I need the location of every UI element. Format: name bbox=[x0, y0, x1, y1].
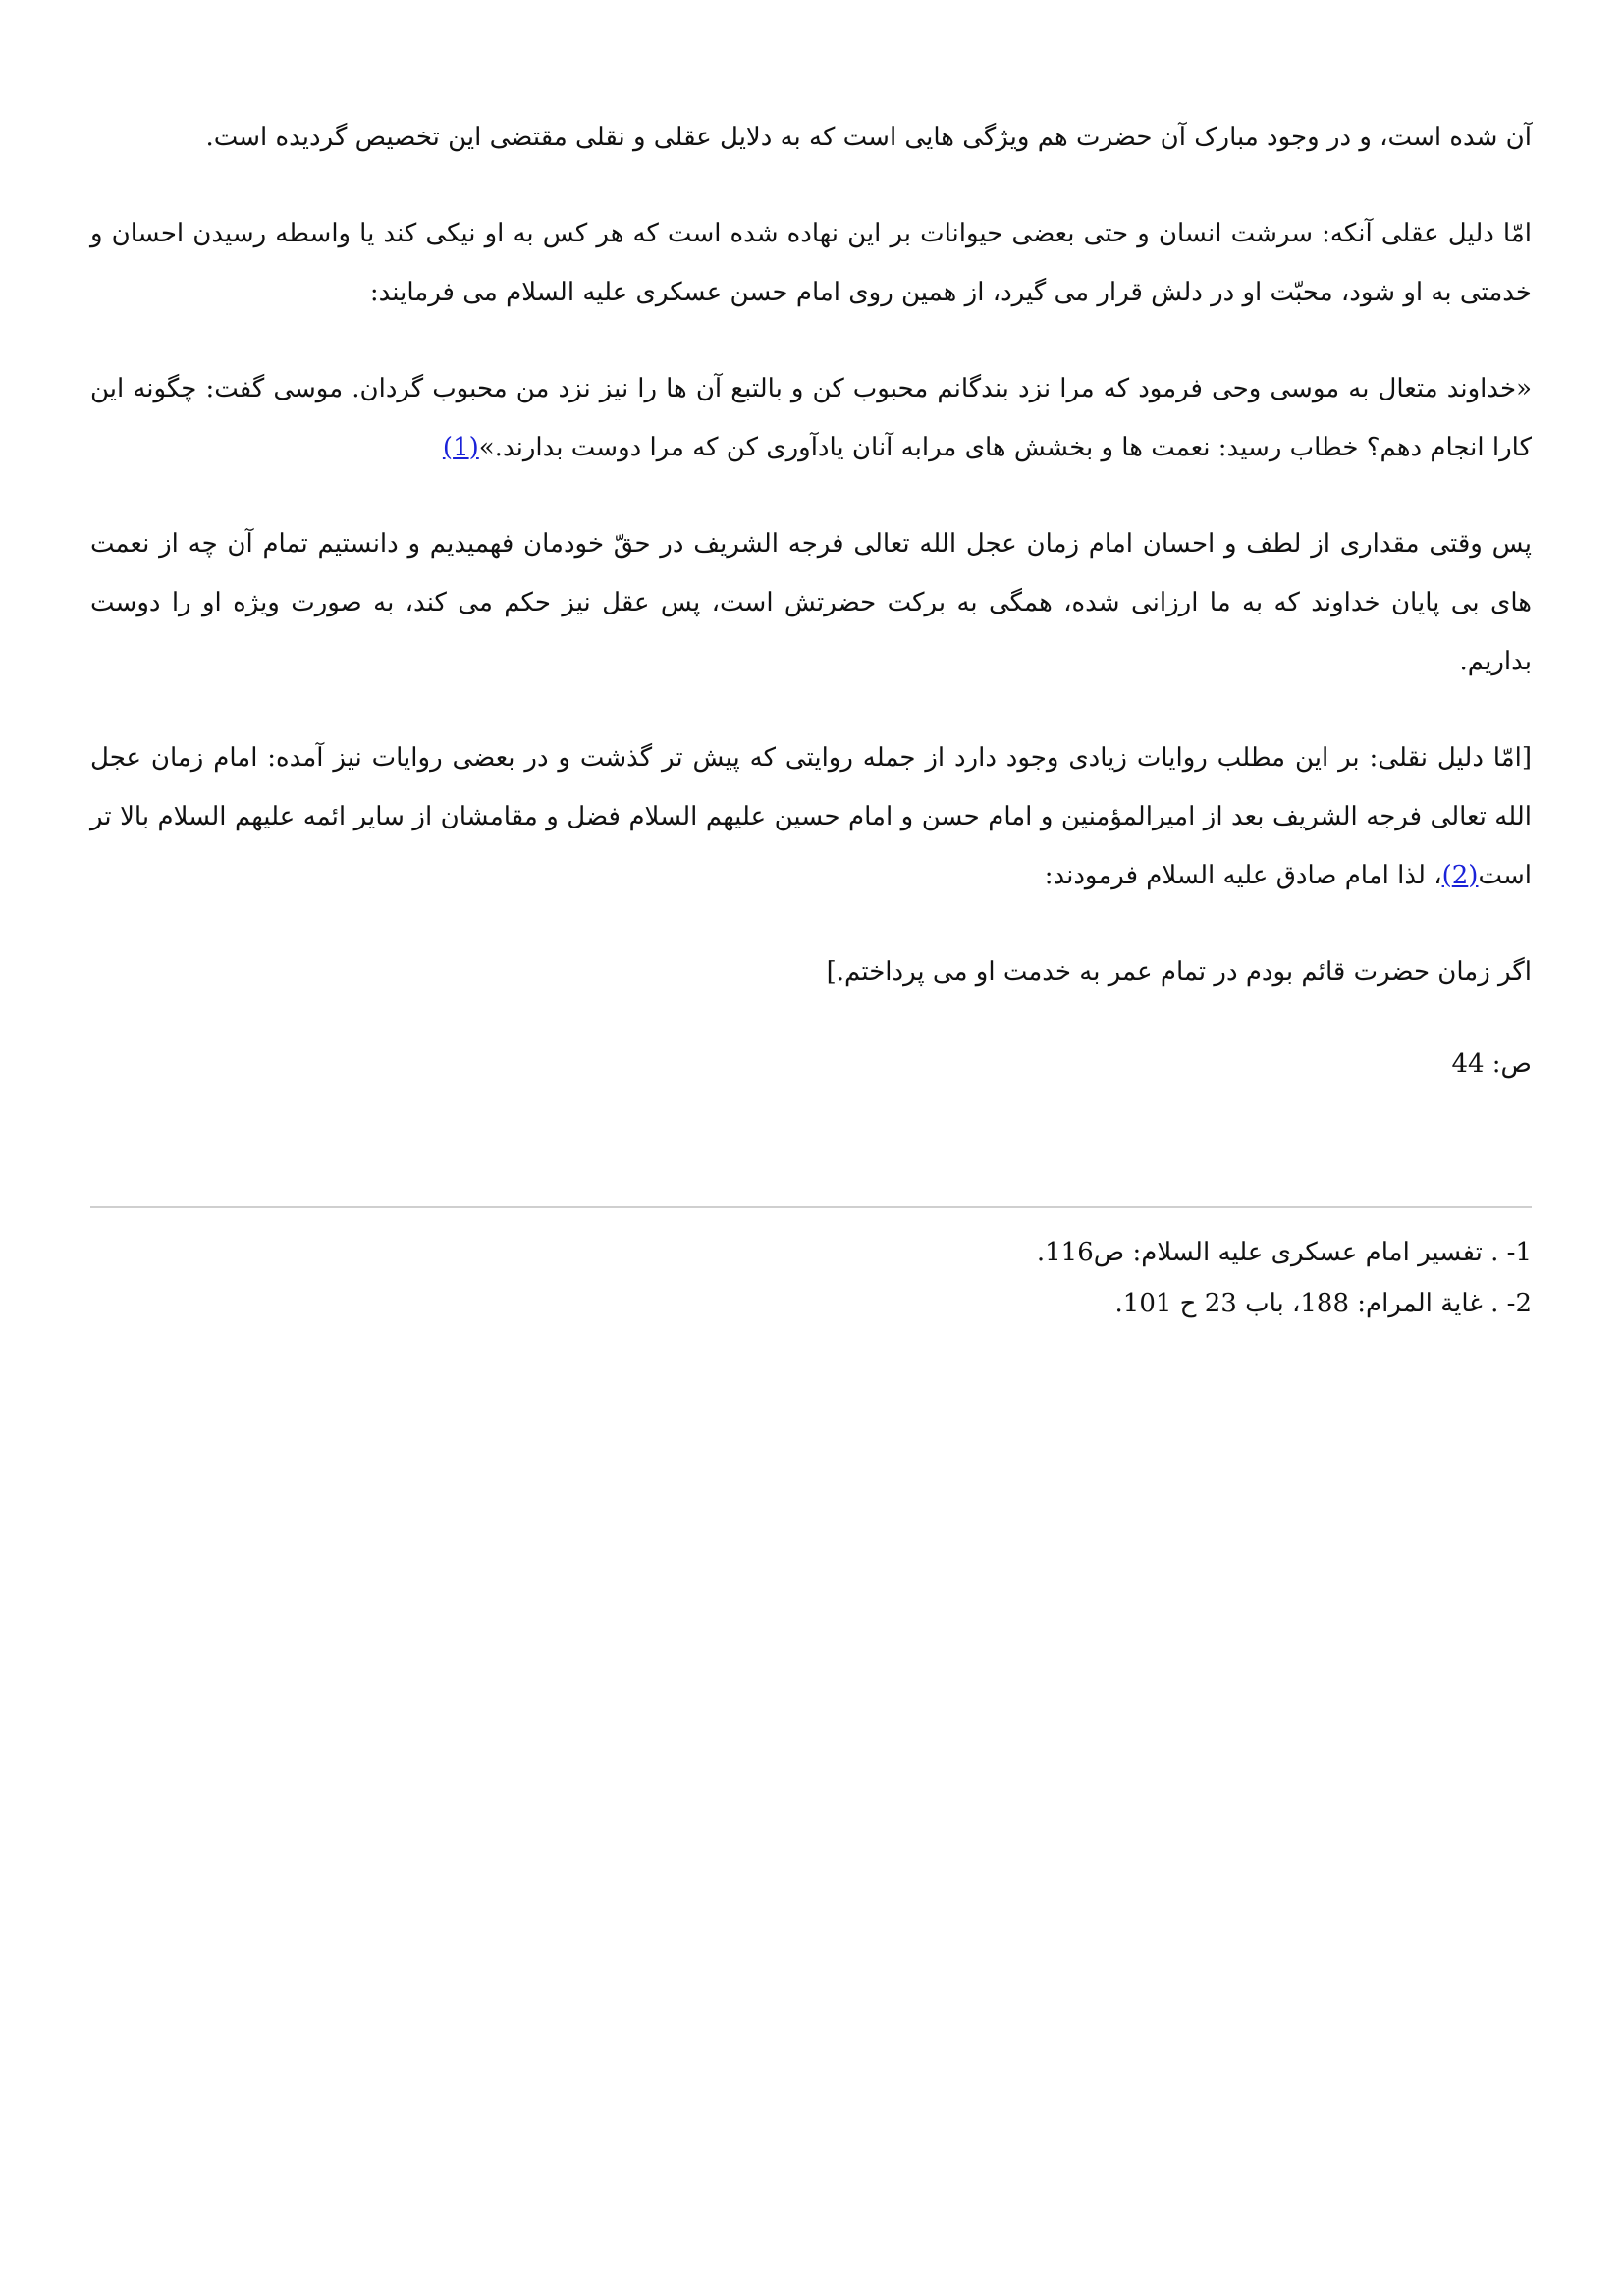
footnote-item bbox=[90, 1278, 1532, 1329]
footnote-item bbox=[90, 1227, 1532, 1278]
paragraph-text: آن شده است، و در وجود مبارک آن حضرت هم ویژگی هایی است که به دلایل عقلی و نقلی مقتضی این تخصیص گردیده است. bbox=[205, 123, 1532, 152]
paragraph-text: امّا دلیل عقلی آنکه: سرشت انسان و حتی بعضی حیوانات بر این نهاده شده است که هر کس به او نیکی کند یا واسطه رسیدن احسان و خدمتی به او شود، محبّت او در دلش قرار می گیرد، از همین روی امام حسن عسکری علیه السلام می فرمایند: bbox=[90, 219, 1532, 307]
paragraph-text: [امّا دلیل نقلی: بر این مطلب روایات زیادی وجود دارد از جمله روایتی که پیش تر گذشت و در بعضی روایات نیز آمده: امام زمان عجل الله تعالی فرجه الشریف بعد از امیرالمؤمنین و امام حسن و امام حسین علیهم السلام فضل و مقامشان از سایر ائمه علیهم السلام بالا تر است bbox=[90, 743, 1532, 890]
paragraph-rational-proof bbox=[90, 204, 1532, 322]
paragraph-hadith-quote bbox=[90, 359, 1532, 477]
paragraph-text: «خداوند متعال به موسی وحی فرمود که مرا نزد بندگانم محبوب کن و بالتبع آن ها را نیز نزد من محبوب گردان. موسی گفت: چگونه این کارا انجام دهم؟ خطاب رسید: نعمت ها و بخشش های مرابه آنان یادآوری کن که مرا دوست بدارند.» bbox=[90, 374, 1532, 462]
paragraph-intro bbox=[90, 108, 1532, 167]
paragraph-text: اگر زمان حضرت قائم بودم در تمام عمر به خدمت او می پرداختم.] bbox=[826, 957, 1532, 987]
footnote-number: 2- bbox=[1506, 1289, 1532, 1318]
paragraph-text: پس وقتی مقداری از لطف و احسان امام زمان عجل الله تعالی فرجه الشریف در حقّ خودمان فهمیدیم و دانستیم تمام آن چه از نعمت های بی پایان خداوند که به ما ارزانی شده، همگی به برکت حضرتش است، پس عقل نیز حکم می کند، به صورت ویژه او را دوست بداریم. bbox=[90, 529, 1532, 676]
footnote-text: . غایة المرام: 188، باب 23 ح 101. bbox=[1114, 1289, 1507, 1318]
paragraph-imam-quote bbox=[90, 942, 1532, 1001]
page-number: ص: 44 bbox=[1451, 1049, 1532, 1079]
footnote-number: 1- bbox=[1506, 1238, 1532, 1267]
document-body bbox=[90, 108, 1532, 1094]
footnote-text: . تفسیر امام عسکری علیه السلام: ص116. bbox=[1036, 1238, 1507, 1267]
footnote-link-1[interactable]: (1) bbox=[442, 433, 479, 462]
paragraph-text-after: ، لذا امام صادق علیه السلام فرمودند: bbox=[1044, 861, 1442, 890]
paragraph-conclusion bbox=[90, 514, 1532, 691]
paragraph-narrative-proof bbox=[90, 728, 1532, 905]
footnotes bbox=[90, 1227, 1532, 1329]
footnote-link-2[interactable]: (2) bbox=[1441, 861, 1479, 890]
footnote-divider bbox=[90, 1206, 1532, 1208]
